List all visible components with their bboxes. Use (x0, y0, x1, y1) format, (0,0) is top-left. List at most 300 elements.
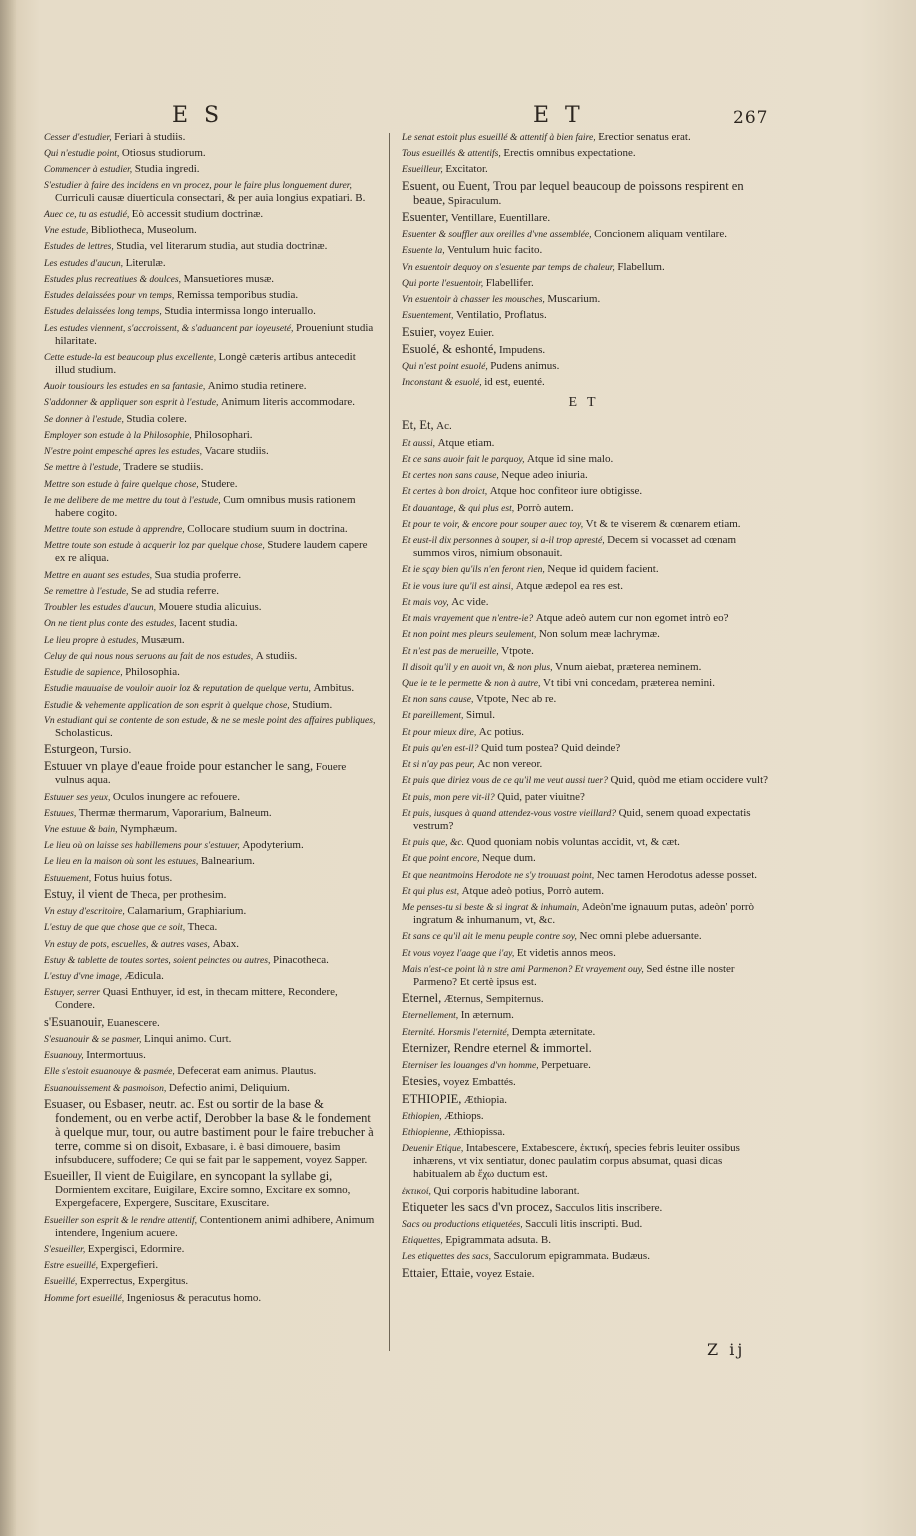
dictionary-entry (44, 617, 377, 630)
dictionary-entry (44, 760, 377, 787)
entry-latin: Defecerat eam animus. Plautus. (177, 1065, 317, 1078)
entry-french: Estuy, il vient de (44, 886, 128, 901)
entry-latin: Atque adeò autem cur non egomet intrò eo? (535, 612, 729, 625)
dictionary-entry (44, 494, 377, 520)
entry-latin: Vacare studiis. (204, 445, 269, 458)
dictionary-entry (402, 1234, 772, 1247)
dictionary-entry (402, 277, 772, 290)
dictionary-entry (44, 523, 377, 536)
entry-french: S'esueiller, (44, 1243, 86, 1255)
entry-french: Et puis, mon pere vit-il? (402, 791, 495, 803)
entry-french: Eternel, (402, 991, 442, 1006)
running-head-right: ET (533, 103, 596, 128)
entry-french: Et pour mieux dire, (402, 726, 477, 738)
entry-latin: Atque adeò potius, Porrò autem. (461, 884, 604, 897)
entry-french: Vn estuy de pots, escuelles, & autres vases, (44, 938, 210, 950)
entry-latin: Vt tibi vni concedam, præterea nemini. (543, 676, 715, 689)
entry-french: Les etiquettes des sacs, (402, 1251, 491, 1263)
dictionary-entry (402, 612, 772, 625)
entry-french: Et mais vrayement que n'entre-ie? (402, 613, 534, 625)
dictionary-entry (402, 1026, 772, 1039)
dictionary-entry (44, 970, 377, 983)
entry-french: Esuanouy, (44, 1050, 84, 1062)
entry-french: Eterniser les louanges d'vn homme, (402, 1060, 539, 1072)
entry-french: Estuyer, serrer (44, 987, 101, 999)
entry-latin: Ventilatio, Proflatus. (455, 309, 547, 322)
dictionary-entry (44, 743, 377, 757)
entry-french: Les estudes viennent, s'accroissent, & s'aduancent par ioyeuseté, (44, 322, 294, 334)
dictionary-entry (402, 1201, 772, 1215)
entry-french: Homme fort esueillé, (44, 1292, 125, 1304)
entry-latin: Apodyterium. (242, 839, 304, 852)
entry-french: ἑκτικοί, (402, 1185, 431, 1197)
entry-french: Et n'est pas de merueille, (402, 645, 499, 657)
dictionary-entry (402, 1250, 772, 1263)
entry-french: Ettaier, Ettaie, (402, 1265, 474, 1280)
dictionary-entry (44, 634, 377, 647)
entry-latin: Decem si vocasset ad cœnam summos viros, nimium obsonauit. (413, 534, 737, 560)
entry-latin: Quid, quòd me etiam occidere vult? (610, 774, 769, 787)
dictionary-entry (44, 380, 377, 393)
dictionary-entry (44, 322, 377, 348)
entry-latin: Nec omni plebe aduersante. (579, 930, 702, 943)
dictionary-entry (44, 1016, 377, 1030)
dictionary-entry (402, 963, 772, 989)
dictionary-entry (44, 823, 377, 836)
dictionary-entry (44, 650, 377, 663)
entry-latin: Ac non vereor. (477, 758, 543, 771)
entry-latin: Bibliotheca, Museolum. (90, 224, 197, 237)
entry-latin: Vt & te viserem & cœnarem etiam. (585, 517, 741, 530)
entry-latin: Flabellifer. (485, 276, 534, 289)
dictionary-entry (44, 273, 377, 286)
entry-french: Et puis qu'en est-il? (402, 742, 479, 754)
entry-french: Tous esueillés & attentifs, (402, 148, 501, 160)
entry-latin: Epigrammata adsuta. B. (445, 1234, 552, 1247)
entry-latin: Porrò autem. (516, 501, 574, 514)
entry-latin: Exbasare, i. è basi dimouere, basim infsubducere, suffodere; Ce qui se fait par le sappement, voyez Sapper. (55, 1140, 368, 1166)
dictionary-entry (402, 1126, 772, 1139)
entry-french: Esueilleur, (402, 164, 443, 176)
entry-latin: Nymphæum. (120, 823, 178, 835)
entry-latin: Iacent studia. (178, 617, 238, 630)
entry-latin: Sacculi litis inscripti. Bud. (525, 1218, 643, 1231)
entry-french: Il disoit qu'il y en auoit vn, & non plus, (402, 661, 553, 673)
entry-french: Cette estude-la est beaucoup plus excellente, (44, 351, 217, 363)
dictionary-entry (44, 240, 377, 253)
entry-french: Me penses-tu si beste & si ingrat & inhumain, (402, 902, 580, 914)
entry-french: Qui n'est point esuolé, (402, 361, 488, 373)
dictionary-entry (44, 905, 377, 918)
entry-latin: Feriari à studiis. (114, 131, 186, 143)
entry-latin: Tradere se studiis. (123, 461, 204, 474)
entry-latin: Quid tum postea? Quid deinde? (480, 741, 621, 754)
entry-latin: Neque id quidem facient. (547, 563, 659, 576)
entry-latin: voyez Euier. (439, 326, 495, 339)
entry-french: Estuuer vn playe d'eaue froide pour estancher le sang, (44, 759, 314, 774)
dictionary-entry (402, 1185, 772, 1198)
entry-french: Et vous voyez l'aage que i'ay, (402, 947, 515, 959)
section-heading: ET (568, 395, 606, 411)
dictionary-entry (402, 419, 772, 433)
entry-french: Le lieu en la maison où sont les estuues, (44, 856, 199, 868)
entry-latin: Animo studia retinere. (207, 380, 307, 393)
entry-latin: Flabellum. (617, 260, 665, 273)
entry-latin: Ac potius. (478, 725, 525, 738)
entry-french: L'estuy d'vne image, (44, 971, 122, 983)
dictionary-entry (402, 1093, 772, 1107)
entry-french: Eternité. Horsmis l'eternité, (402, 1026, 510, 1038)
dictionary-entry (402, 1218, 772, 1231)
dictionary-entry (402, 758, 772, 771)
entry-latin: Musæum. (140, 633, 185, 646)
dictionary-entry (44, 699, 377, 712)
dictionary-entry (402, 1110, 772, 1123)
dictionary-entry (402, 677, 772, 690)
entry-latin: Spiraculum. (447, 194, 502, 207)
dictionary-entry (402, 580, 772, 593)
entry-french: Et ce sans auoir fait le parquoy, (402, 453, 525, 465)
entry-latin: Eò accessit studium doctrinæ. (131, 207, 264, 220)
entry-latin: Æthiops. (444, 1109, 484, 1122)
page-number: 267 (733, 108, 769, 128)
dictionary-entry (402, 742, 772, 755)
dictionary-entry (402, 791, 772, 804)
dictionary-entry (402, 1267, 772, 1281)
dictionary-entry (402, 360, 772, 373)
entry-french: Commencer à estudier, (44, 164, 133, 176)
entry-latin: Studia ingredi. (134, 163, 200, 176)
entry-french: Le senat estoit plus esueillé & attentif à bien faire, (402, 132, 596, 143)
entry-french: Estudes de lettres, (44, 241, 114, 253)
entry-latin: Scholasticus. (55, 726, 113, 739)
entry-french: Et puis que diriez vous de ce qu'il me veut aussi tuer? (402, 775, 608, 787)
dictionary-entry (44, 954, 377, 967)
dictionary-entry (402, 485, 772, 498)
entry-latin: Qui corporis habitudine laborant. (433, 1184, 580, 1197)
entry-latin: Atque etiam. (437, 436, 495, 449)
dictionary-entry (44, 131, 377, 144)
dictionary-entry (402, 930, 772, 943)
entry-latin: Excitator. (445, 163, 488, 176)
entry-french: Et si n'ay pas peur, (402, 759, 475, 771)
entry-latin: Impudens. (498, 343, 546, 356)
dictionary-entry (44, 601, 377, 614)
dictionary-entry (44, 1214, 377, 1240)
dictionary-entry (402, 180, 772, 208)
entry-latin: Fouere vulnus aqua. (55, 761, 347, 787)
dictionary-entry (44, 1049, 377, 1062)
dictionary-entry (44, 224, 377, 237)
entry-latin: Curriculi causæ diuerticula consectari, & per auia longius expatiari. B. (55, 191, 366, 204)
entry-latin: voyez Embattés. (443, 1076, 516, 1089)
entry-latin: Nec tamen Herodotus adesse posset. (596, 868, 758, 881)
dictionary-entry (44, 855, 377, 868)
entry-french: L'estuy de que que chose que ce soit, (44, 922, 186, 934)
entry-latin: Erectior senatus erat. (598, 131, 691, 143)
entry-french: Estudes delaissées long temps, (44, 306, 162, 318)
entry-latin: Oculos inungere ac refouere. (112, 790, 240, 803)
entry-latin: Philosophia. (125, 666, 180, 679)
entry-french: Cesser d'estudier, (44, 132, 112, 143)
entry-french: Elle s'estoit esuanouye & pasmée, (44, 1066, 175, 1078)
entry-latin: Ambitus. (313, 682, 355, 695)
entry-latin: id est, euenté. (484, 376, 545, 389)
entry-latin: Neque dum. (482, 852, 536, 865)
dictionary-entry (44, 682, 377, 695)
entry-french: Et certes à bon droict, (402, 486, 488, 498)
dictionary-entry (402, 326, 772, 340)
entry-latin: Quid, senem quoad expectatis vestrum? (413, 806, 751, 832)
dictionary-entry (402, 228, 772, 241)
entry-french: Vn estudiant qui se contente de son estude, & ne se mesle point des affaires publiques, (44, 714, 376, 726)
entry-french: Et eust-il dix personnes à souper, si a-il trop apresté, (402, 535, 605, 547)
entry-latin: Sacculos litis inscribere. (555, 1201, 663, 1214)
entry-french: Esuenter & souffler aux oreilles d'vne assemblée, (402, 229, 592, 241)
dictionary-entry (402, 885, 772, 898)
dictionary-entry (44, 872, 377, 885)
dictionary-entry (402, 1075, 772, 1089)
entry-french: Mettre son estude à faire quelque chose, (44, 478, 199, 490)
dictionary-entry (402, 901, 772, 927)
entry-french: Et puis, iusques à quand attendez-vous vostre vieillard? (402, 807, 617, 819)
dictionary-entry (44, 888, 377, 902)
entry-french: Et non point mes pleurs seulement, (402, 629, 537, 641)
dictionary-entry (44, 666, 377, 679)
dictionary-entry (402, 1042, 772, 1056)
entry-latin: A studiis. (255, 649, 298, 662)
entry-latin: Studia intermissa longo interuallo. (164, 305, 316, 318)
entry-french: S'addonner & appliquer son esprit à l'estude, (44, 397, 219, 409)
entry-french: Estuuer ses yeux, (44, 791, 111, 803)
dictionary-entry (402, 469, 772, 482)
entry-latin: Studere. (201, 477, 238, 490)
dictionary-entry (44, 791, 377, 804)
entry-french: Et ie sçay bien qu'ils n'en feront rien, (402, 564, 545, 576)
dictionary-entry (44, 1082, 377, 1095)
entry-latin: Contentionem animi adhibere, Animum intendere, Ingenium acuere. (55, 1213, 375, 1239)
entry-french: Et ie vous iure qu'il est ainsi, (402, 580, 514, 592)
entry-latin: Expergisci, Edormire. (87, 1242, 185, 1255)
entry-french: Vn esuentoir dequoy on s'esuente par temps de chaleur, (402, 261, 615, 273)
dictionary-entry (44, 807, 377, 820)
entry-french: Etiquettes, (402, 1235, 443, 1247)
entry-latin: Euanescere. (106, 1016, 160, 1029)
entry-latin: Collocare studium suum in doctrina. (187, 523, 348, 536)
entry-french: Etesies, (402, 1074, 441, 1089)
entry-french: Mais n'est-ce point là n stre ami Parmenon? Et vrayement ouy, (402, 963, 644, 975)
dictionary-entry (402, 947, 772, 960)
dictionary-entry (402, 502, 772, 515)
entry-french: Et qui plus est, (402, 885, 460, 897)
entry-french: Le lieu propre à estudes, (44, 634, 139, 646)
dictionary-entry (44, 585, 377, 598)
entry-french: Se mettre à l'estude, (44, 462, 121, 474)
dictionary-entry (44, 351, 377, 377)
dictionary-entry (44, 1292, 377, 1305)
entry-latin: Mouere studia alicuius. (158, 601, 262, 614)
entry-latin: Æthiopissa. (453, 1125, 505, 1138)
entry-latin: Pudens animus. (490, 360, 560, 373)
entry-french: Esueiller, Il vient de Euigilare, en syncopant la syllabe gi, (44, 1169, 333, 1184)
entry-french: Et mais voy, (402, 596, 449, 608)
entry-french: Eternellement, (402, 1010, 459, 1022)
dictionary-entry (402, 437, 772, 450)
dictionary-entry (402, 244, 772, 257)
left-column (44, 131, 377, 1308)
entry-latin: Neque adeo iniuria. (501, 469, 588, 482)
entry-french: Et dauantage, & qui plus est, (402, 502, 515, 514)
entry-french: Eternizer, Rendre eternel & immortel. (402, 1040, 592, 1055)
entry-french: Les estudes d'aucun, (44, 257, 124, 269)
dictionary-entry (44, 715, 377, 740)
dictionary-entry (44, 839, 377, 852)
entry-latin: Sed éstne ille noster Parmeno? Et certè ipsus est. (413, 962, 735, 988)
entry-french: Et que neantmoins Herodote ne s'y trouuast point, (402, 869, 595, 881)
entry-latin: Atque hoc confiteor iure obtigisse. (489, 485, 643, 498)
entry-french: Esuente la, (402, 245, 445, 257)
dictionary-entry (44, 289, 377, 302)
entry-french: Estudes delaissées pour vn temps, (44, 290, 175, 302)
dictionary-entry (44, 257, 377, 270)
entry-french: Vn estuy d'escritoire, (44, 906, 125, 918)
entry-french: Etiqueter les sacs d'vn procez, (402, 1199, 553, 1214)
dictionary-entry (402, 376, 772, 389)
entry-french: Esuenter, (402, 209, 449, 224)
dictionary-entry (44, 478, 377, 491)
dictionary-entry (44, 569, 377, 582)
column-rule (389, 133, 390, 1351)
entry-latin: Quod quoniam nobis voluntas accidit, vt, & cæt. (466, 836, 680, 849)
dictionary-entry (402, 534, 772, 560)
entry-french: Auec ce, tu as estudié, (44, 208, 130, 220)
entry-french: On ne tient plus conte des estudes, (44, 618, 177, 630)
dictionary-entry (402, 869, 772, 882)
entry-french: Ethiopienne, (402, 1126, 451, 1138)
entry-latin: Vnum aiebat, præterea neminem. (555, 660, 702, 673)
entry-french: S'estudier à faire des incidens en vn procez, pour le faire plus longuement durer, (44, 179, 352, 191)
entry-latin: Literulæ. (125, 256, 166, 269)
entry-french: Estuy & tablette de toutes sortes, soient peinctes ou autres, (44, 954, 271, 966)
entry-latin: Studere laudem capere ex re aliqua. (55, 539, 368, 565)
right-column (402, 131, 772, 1284)
entry-latin: Simul. (466, 709, 496, 722)
entry-french: Et pareillement, (402, 710, 464, 722)
dictionary-entry (402, 1142, 772, 1181)
dictionary-entry (402, 343, 772, 357)
entry-latin: Ingeniosus & peracutus homo. (126, 1291, 262, 1304)
entry-latin: Æternus, Sempiternus. (443, 993, 544, 1006)
entry-french: Et non sans cause, (402, 694, 474, 706)
entry-french: Ethiopien, (402, 1110, 442, 1122)
dictionary-entry (44, 429, 377, 442)
entry-french: Esuentement, (402, 310, 454, 322)
entry-latin: Otiosus studiorum. (121, 147, 206, 160)
entry-french: Et, Et, (402, 418, 434, 433)
entry-french: Esturgeon, (44, 742, 98, 757)
entry-latin: Ventulum huic facito. (447, 244, 543, 257)
dictionary-entry (402, 453, 772, 466)
entry-french: Esuolé, & eshonté, (402, 341, 497, 356)
dictionary-entry (402, 293, 772, 306)
entry-french: Deuenir Etique, (402, 1143, 464, 1155)
entry-latin: Non solum meæ lachrymæ. (538, 628, 660, 641)
entry-french: Et certes non sans cause, (402, 470, 499, 482)
entry-french: Vne estuue & bain, (44, 824, 118, 835)
dictionary-entry (44, 413, 377, 426)
entry-french: Et pour te voir, & encore pour souper auec toy, (402, 518, 584, 530)
entry-french: Et aussi, (402, 437, 436, 449)
entry-french: Inconstant & esuolé, (402, 377, 482, 389)
entry-french: Et que point encore, (402, 853, 480, 865)
dictionary-entry (44, 1033, 377, 1046)
entry-latin: Sacculorum epigrammata. Budæus. (493, 1250, 650, 1263)
entry-latin: Atque id sine malo. (527, 452, 614, 465)
entry-french: Estudie & vehemente application de son esprit à quelque chose, (44, 699, 290, 711)
entry-french: Mettre toute son estude à acquerir loz par quelque chose, (44, 540, 265, 552)
dictionary-entry (44, 1065, 377, 1078)
dictionary-entry (44, 396, 377, 409)
dictionary-entry (402, 693, 772, 706)
entry-latin: Cum omnibus musis rationem habere cogito. (55, 493, 356, 519)
entry-french: Et sans ce qu'il ait le menu peuple contre soy, (402, 931, 577, 943)
dictionary-entry (44, 1098, 377, 1167)
dictionary-entry (402, 163, 772, 176)
entry-latin: Defectio animi, Deliquium. (168, 1081, 290, 1094)
dictionary-entry (44, 461, 377, 474)
entry-latin: Calamarium, Graphiarium. (127, 905, 247, 918)
dictionary-entry (44, 163, 377, 176)
dictionary-entry (402, 1059, 772, 1072)
dictionary-entry (402, 807, 772, 833)
entry-latin: Ædicula. (124, 970, 164, 983)
entry-latin: Abax. (212, 937, 240, 950)
signature-mark: Z ij (707, 1340, 746, 1359)
dictionary-entry (402, 518, 772, 531)
entry-latin: Dormientem excitare, Euigilare, Excire somno, Excitare ex somno, Expergefacere, Expergere, Suscitare, Exuscitare. (55, 1184, 351, 1210)
entry-latin: Linqui animo. Curt. (144, 1032, 232, 1045)
dictionary-entry (402, 709, 772, 722)
entry-latin: Se ad studia referre. (131, 584, 219, 597)
entry-latin: Quid, pater viuitne? (497, 790, 585, 803)
entry-latin: Ac vide. (451, 595, 489, 608)
dictionary-entry (44, 1243, 377, 1256)
entry-latin: Intermortuus. (86, 1049, 146, 1062)
dictionary-entry (402, 211, 772, 225)
entry-french: Troubler les estudes d'aucun, (44, 602, 157, 614)
entry-french: Estudie mauuaise de vouloir auoir loz & reputation de quelque vertu, (44, 683, 311, 695)
dictionary-entry (44, 180, 377, 205)
entry-french: Sacs ou productions etiquetées, (402, 1219, 523, 1231)
dictionary-entry (44, 921, 377, 934)
entry-latin: Studia, vel literarum studia, aut studia doctrinæ. (116, 240, 328, 253)
entry-latin: Fotus huius fotus. (93, 871, 173, 884)
entry-latin: Animum literis accommodare. (220, 396, 356, 409)
dictionary-entry (402, 563, 772, 576)
entry-latin: Theca. (187, 921, 218, 934)
entry-latin: In æternum. (460, 1009, 514, 1022)
entry-french: Celuy de qui nous nous seruons au fait de nos estudes, (44, 650, 254, 662)
entry-latin: Muscarium. (547, 293, 601, 306)
entry-french: Estudes plus recreatiues & doulces, (44, 273, 182, 285)
entry-latin: Vtpote. (501, 644, 534, 657)
entry-french: Mettre en auant ses estudes, (44, 569, 153, 581)
entry-latin: Proueniunt studia hilaritate. (55, 321, 374, 347)
entry-french: Auoir tousiours les estudes en sa fantasie, (44, 381, 206, 393)
dictionary-entry (44, 938, 377, 951)
dictionary-entry (44, 1275, 377, 1288)
entry-latin: Atque ædepol ea res est. (515, 579, 623, 592)
